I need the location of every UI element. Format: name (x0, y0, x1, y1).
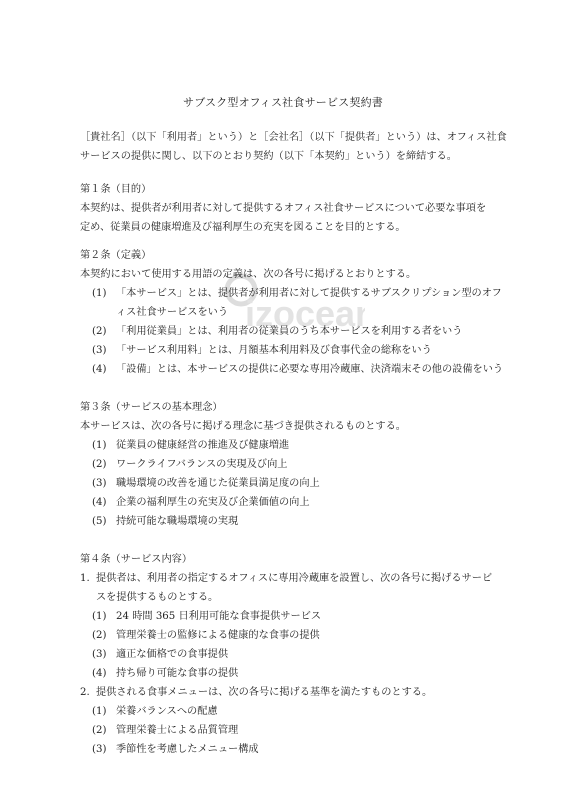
item-number: (2) (92, 326, 107, 337)
article-1-heading: 第１条（目的） (80, 184, 152, 195)
item-number: (3) (92, 649, 107, 660)
article-4-clause-2-item-1 (92, 702, 218, 721)
item-number: (5) (92, 516, 107, 527)
item-text: 24 時間 365 日利用可能な食事提供サービス (116, 611, 322, 622)
item-text: 企業の福利厚生の充実及び企業価値の向上 (116, 497, 310, 508)
article-1-line-2: 定め、従業員の健康増進及び福利厚生の充実を図ることを目的とする。 (80, 222, 406, 233)
item-number: (3) (92, 744, 107, 755)
article-4-clause-2 (80, 683, 432, 702)
article-2-intro: 本契約において使用する用語の定義は、次の各号に掲げるとおりとする。 (80, 269, 417, 280)
watermark-text: izocean (245, 293, 365, 334)
article-4-clause-1-cont: スを提供するものとする。 (96, 592, 219, 603)
article-2-item-3 (92, 341, 432, 360)
preamble-line-2: サービスの提供に関し、以下のとおり契約（以下「本契約」という）を締結する。 (80, 151, 457, 162)
article-3-heading: 第３条（サービスの基本理念） (80, 402, 223, 413)
item-text: 「設備」とは、本サービスの提供に必要な専用冷蔵庫、決済端末その他の設備をいう (116, 364, 504, 375)
article-1-line-1: 本契約は、提供者が利用者に対して提供するオフィス社食サービスについて必要な事項を (80, 203, 487, 214)
article-3-item-2 (92, 455, 287, 474)
article-3-item-1 (92, 436, 289, 455)
article-2-item-1-cont: ィス社食サービスをいう (116, 307, 229, 318)
clause-text: 提供される食事メニューは、次の各号に掲げる基準を満たすものとする。 (96, 687, 433, 698)
item-number: (1) (92, 288, 107, 299)
item-number: (4) (92, 668, 107, 679)
item-text: 管理栄養士の監修による健康的な食事の提供 (116, 630, 320, 641)
preamble (80, 128, 507, 166)
clause-text: 提供者は、利用者の指定するオフィスに専用冷蔵庫を設置し、次の各号に掲げるサービ (96, 573, 493, 584)
article-3-item-3 (92, 474, 320, 493)
article-4-clause-2-item-2 (92, 721, 238, 740)
article-2-item-2 (92, 322, 462, 341)
item-text: 「利用従業員」とは、利用者の従業員のうち本サービスを利用する者をいう (116, 326, 463, 337)
article-3-item-5 (92, 512, 238, 531)
clause-number: 1. (80, 573, 90, 584)
item-text: ワークライフバランスの実現及び向上 (116, 459, 288, 470)
item-text: 持続可能な職場環境の実現 (116, 516, 239, 527)
article-3-item-4 (92, 493, 310, 512)
item-number: (3) (92, 478, 107, 489)
item-text: 栄養バランスへの配慮 (116, 706, 218, 717)
article-4-clause-2-item-3 (92, 740, 259, 759)
item-text: 季節性を考慮したメニュー構成 (116, 744, 259, 755)
article-4-heading: 第４条（サービス内容） (80, 554, 193, 565)
item-text: 従業員の健康経営の推進及び健康増進 (116, 440, 290, 451)
article-4-clause-1-item-2 (92, 626, 320, 645)
article-2-heading: 第２条（定義） (80, 250, 152, 261)
article-2-item-1 (92, 284, 502, 303)
item-number: (2) (92, 459, 107, 470)
article-1-body (80, 199, 495, 237)
item-number: (4) (92, 497, 107, 508)
item-text: 管理栄養士による品質管理 (116, 725, 239, 736)
item-number: (1) (92, 706, 107, 717)
document-title: サブスク型オフィス社食サービス契約書 (183, 96, 383, 109)
item-text: 職場環境の改善を通じた従業員満足度の向上 (116, 478, 320, 489)
item-text: 「本サービス」とは、提供者が利用者に対して提供するサブスクリプション型のオフ (116, 288, 502, 299)
article-2-item-4 (92, 360, 503, 379)
article-4-clause-1-item-1 (92, 607, 321, 626)
item-number: (4) (92, 364, 107, 375)
article-4-clause-1 (80, 569, 492, 588)
item-number: (1) (92, 440, 107, 451)
article-3-intro: 本サービスは、次の各号に掲げる理念に基づき提供されるものとする。 (80, 421, 406, 432)
article-4-clause-1-item-4 (92, 664, 238, 683)
item-text: 持ち帰り可能な食事の提供 (116, 668, 239, 679)
clause-number: 2. (80, 687, 90, 698)
article-4-clause-1-item-3 (92, 645, 228, 664)
preamble-line-1: ［貴社名］（以下「利用者」という）と［会社名］（以下「提供者」という）は、オフィス社食 (80, 132, 507, 143)
item-text: 「サービス利用料」とは、月額基本利用料及び食事代金の総称をいう (116, 345, 432, 356)
item-number: (1) (92, 611, 107, 622)
item-number: (3) (92, 345, 107, 356)
item-number: (2) (92, 630, 107, 641)
item-text: 適正な価格での食事提供 (116, 649, 229, 660)
item-number: (2) (92, 725, 107, 736)
